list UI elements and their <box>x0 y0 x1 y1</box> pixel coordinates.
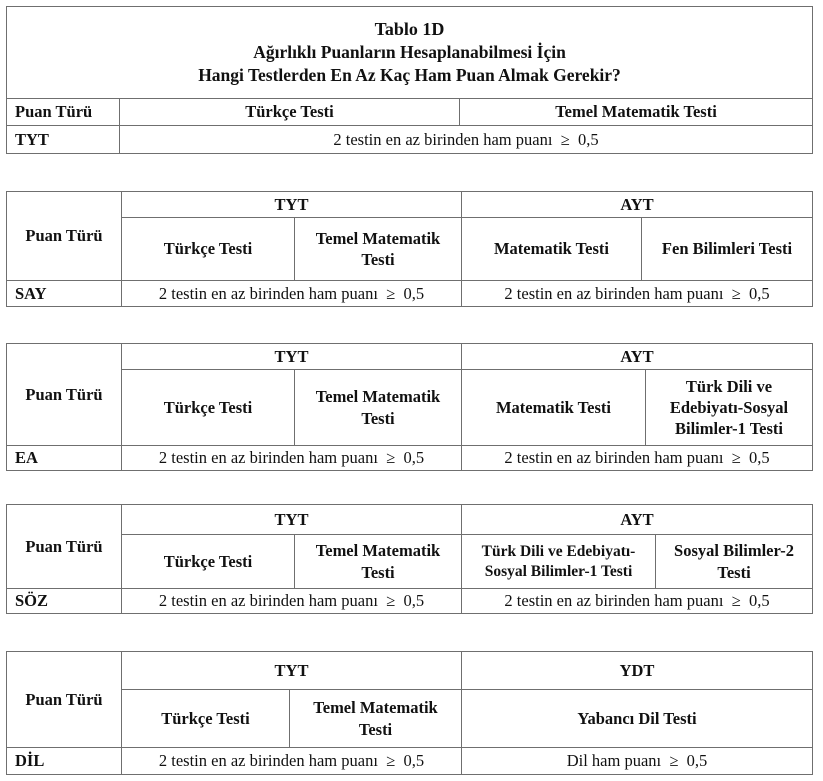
table-title <box>7 7 813 99</box>
ayt-test-a: Matematik Testi <box>462 370 646 446</box>
ayt-test-a-line-1: Türk Dili ve Edebiyatı- <box>481 542 636 560</box>
type-dil: DİL <box>7 748 122 775</box>
temel-mat-line-2: Testi <box>361 250 395 269</box>
ayt-test-b <box>656 535 813 589</box>
temel-mat-line-2: Testi <box>361 562 395 582</box>
puan-turu-header: Puan Türü <box>7 344 122 446</box>
rule-ayt: 2 testin en az birinden ham puanı ≥ 0,5 <box>462 589 813 614</box>
ayt-test-b-line-1: Sosyal Bilimler-2 <box>674 541 794 561</box>
table-ea <box>6 343 813 471</box>
type-tyt: TYT <box>7 126 120 154</box>
turkce-header: Türkçe Testi <box>120 99 460 126</box>
title-line-1: Tablo 1D <box>374 18 445 39</box>
ayt-test-b <box>646 370 813 446</box>
ayt-test-a-line-2: Sosyal Bilimler-1 Testi <box>484 562 633 580</box>
puan-turu-header: Puan Türü <box>7 652 122 748</box>
rule-ayt: 2 testin en az birinden ham puanı ≥ 0,5 <box>462 446 813 471</box>
ayt-test-a <box>462 535 656 589</box>
tyt-header: TYT <box>122 652 462 690</box>
type-say: SAY <box>7 281 122 307</box>
rule-ydt: Dil ham puanı ≥ 0,5 <box>462 748 813 775</box>
table-tyt <box>6 6 813 154</box>
ayt-header: AYT <box>462 344 813 370</box>
ydt-header: YDT <box>462 652 813 690</box>
turkce-header: Türkçe Testi <box>122 218 295 281</box>
type-ea: EA <box>7 446 122 471</box>
ayt-test-b-line-3: Bilimler-1 Testi <box>675 419 784 439</box>
tyt-header: TYT <box>122 192 462 218</box>
temel-mat-header <box>295 370 462 446</box>
table-dil <box>6 651 813 775</box>
temel-mat-header <box>295 535 462 589</box>
ayt-test-a: Matematik Testi <box>462 218 642 281</box>
ayt-header: AYT <box>462 505 813 535</box>
temel-mat-line-2: Testi <box>361 408 395 428</box>
table-soz <box>6 504 813 614</box>
temel-mat-line-1: Temel Matematik <box>313 698 438 718</box>
puan-turu-header: Puan Türü <box>7 192 122 281</box>
temel-mat-line-1: Temel Matematik <box>315 387 441 407</box>
rule-ayt: 2 testin en az birinden ham puanı ≥ 0,5 <box>462 281 813 307</box>
table-say <box>6 191 813 307</box>
rule-tyt: 2 testin en az birinden ham puanı ≥ 0,5 <box>122 281 462 307</box>
ayt-test-b-line-2: Edebiyatı-Sosyal <box>669 397 789 417</box>
puan-turu-header: Puan Türü <box>7 505 122 589</box>
title-line-2: Ağırlıklı Puanların Hesaplanabilmesi İçin <box>253 42 566 63</box>
temel-mat-line-2: Testi <box>358 719 393 739</box>
temel-mat-line-1: Temel Matematik <box>315 541 441 561</box>
puan-turu-header: Puan Türü <box>7 99 120 126</box>
ayt-test-b-line-2: Testi <box>717 562 751 582</box>
temel-mat-header: Temel Matematik Testi <box>460 99 813 126</box>
ayt-test-b-line-1: Türk Dili ve <box>685 376 773 396</box>
type-soz: SÖZ <box>7 589 122 614</box>
rule-tyt: 2 testin en az birinden ham puanı ≥ 0,5 <box>120 126 813 154</box>
rule-tyt: 2 testin en az birinden ham puanı ≥ 0,5 <box>122 748 462 775</box>
turkce-header: Türkçe Testi <box>122 370 295 446</box>
ayt-header: AYT <box>462 192 813 218</box>
rule-tyt: 2 testin en az birinden ham puanı ≥ 0,5 <box>122 446 462 471</box>
ydt-test: Yabancı Dil Testi <box>462 690 813 748</box>
turkce-header: Türkçe Testi <box>122 690 290 748</box>
temel-mat-line-1: Temel Matematik <box>315 228 441 248</box>
title-line-3: Hangi Testlerden En Az Kaç Ham Puan Almak Gerekir? <box>198 65 621 86</box>
ayt-test-b: Fen Bilimleri Testi <box>642 218 813 281</box>
rule-tyt: 2 testin en az birinden ham puanı ≥ 0,5 <box>122 589 462 614</box>
tyt-header: TYT <box>122 344 462 370</box>
temel-mat-header <box>290 690 462 748</box>
tyt-header: TYT <box>122 505 462 535</box>
turkce-header: Türkçe Testi <box>122 535 295 589</box>
temel-mat-header <box>295 218 462 281</box>
